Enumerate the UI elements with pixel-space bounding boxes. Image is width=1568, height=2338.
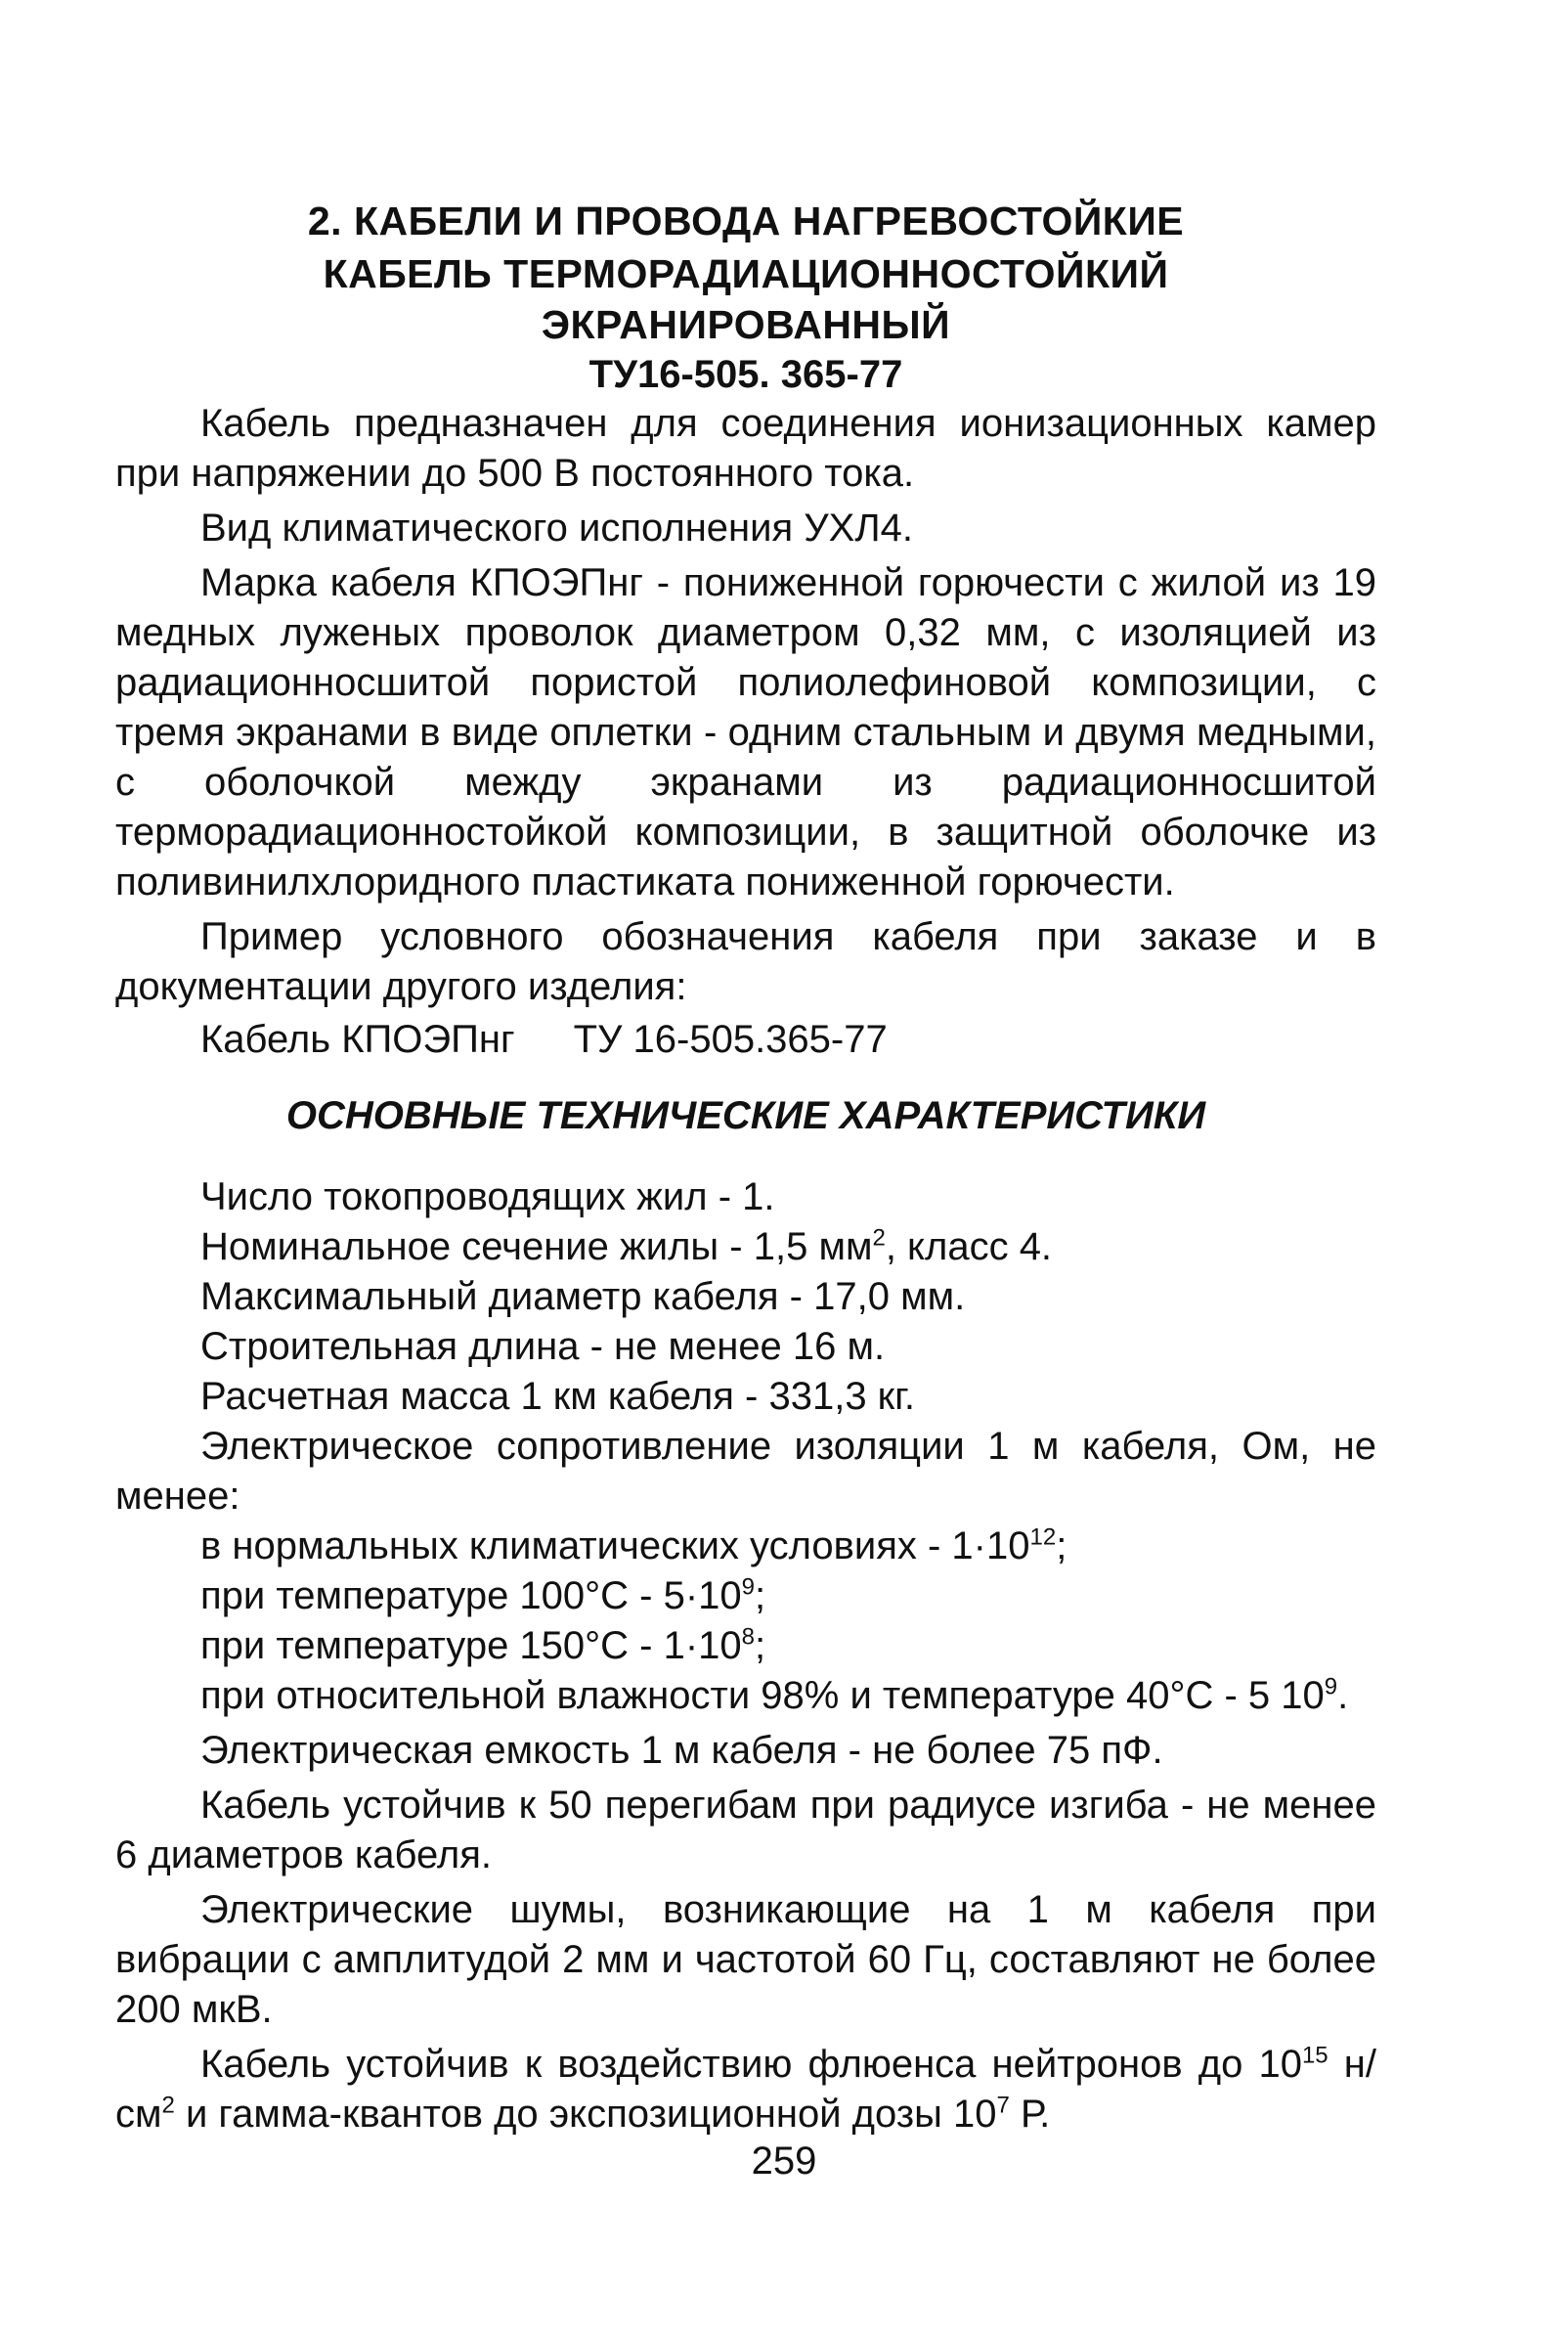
document-page [115,196,1376,2139]
spec-capacitance: Электрическая емкость 1 м кабеля - не более 75 пФ. [200,1729,1163,1772]
spec-resistance-intro: Электрическое сопротивление изоляции 1 м кабеля, Ом, не менее: [115,1425,1376,1518]
spec-max-diameter: Максимальный диаметр кабеля - 17,0 мм. [200,1275,966,1318]
spec-cores: Число токопроводящих жил - 1. [200,1175,775,1218]
spec-resistance-150c: при температуре $150^\circ С - 1\cdot 10^8$; [200,1623,766,1667]
cable-title: КАБЕЛЬ ТЕРМОРАДИАЦИОННОСТОЙКИЙ ЭКРАНИРОВАННЫЙ [323,251,1169,347]
spec-resistance-humidity: при относительной влажности 98% и температуре 40°С - 5 $10^9$. [200,1673,1349,1717]
spec-length: Строительная длина - не менее 16 м. [200,1325,886,1368]
climate-paragraph: Вид климатического исполнения УХЛ4. [200,507,913,550]
section-heading: 2. КАБЕЛИ И ПРОВОДА НАГРЕВОСТОЙКИЕ [307,199,1185,243]
spec-bending: Кабель устойчив к 50 перегибам при радиусе изгиба - не менее 6 диаметров кабеля. [115,1784,1376,1876]
spec-resistance-100c: при температуре $100^\circ С - 5\cdot 10^9$; [200,1573,766,1617]
page-number: 259 [751,2139,817,2183]
spec-code: ТУ16-505. 365-77 [588,353,903,396]
example-intro-paragraph: Пример условного обозначения кабеля при заказе и в документации другого изделия: [115,915,1376,1008]
example-designation [115,1014,1376,1065]
spec-cross-section: Номинальное сечение жилы - 1,5 $мм^2$, класс 4. [200,1224,1053,1268]
spec-noise: Электрические шумы, возникающие на 1 м кабеля при вибрации с амплитудой 2 мм и частотой 60 Гц, составляют не более 200 мкВ. [115,1888,1376,2031]
spec-mass: Расчетная масса 1 км кабеля - 331,3 кг. [200,1375,915,1418]
specs-title: ОСНОВНЫЕ ТЕХНИЧЕСКИЕ ХАРАКТЕРИСТИКИ [285,1094,1206,1137]
purpose-paragraph: Кабель предназначен для соединения ионизационных камер при напряжении до 500 В постоянного тока. [115,402,1376,495]
example-tu-code: ТУ 16-505.365-77 [573,1018,888,1061]
construction-paragraph: Марка кабеля КПОЭПнг - пониженной горючести с жилой из 19 медных луженых проволок диаметром 0,32 мм, с изоляцией из радиационносшитой пористой полиолефиновой композиции, с тремя экранами в виде оплетки - одним стальным и двумя медными, с оболочкой между экранами из радиационносшитой терморадиационностойкой композиции, в защитной оболочке из поливинилхлоридного пластиката пониженной горючести. [115,561,1376,904]
spec-resistance-normal: в нормальных климатических условиях - $1\cdot 10^{12}$; [200,1523,1067,1567]
spec-radiation: Кабель устойчив к воздействию флюенса нейтронов до $10^{15}$ $н/см^2$ и гамма-квантов до экспозиционной дозы $10^7$ Р. [115,2042,1376,2136]
example-cable-name: Кабель КПОЭПнг [200,1018,515,1061]
